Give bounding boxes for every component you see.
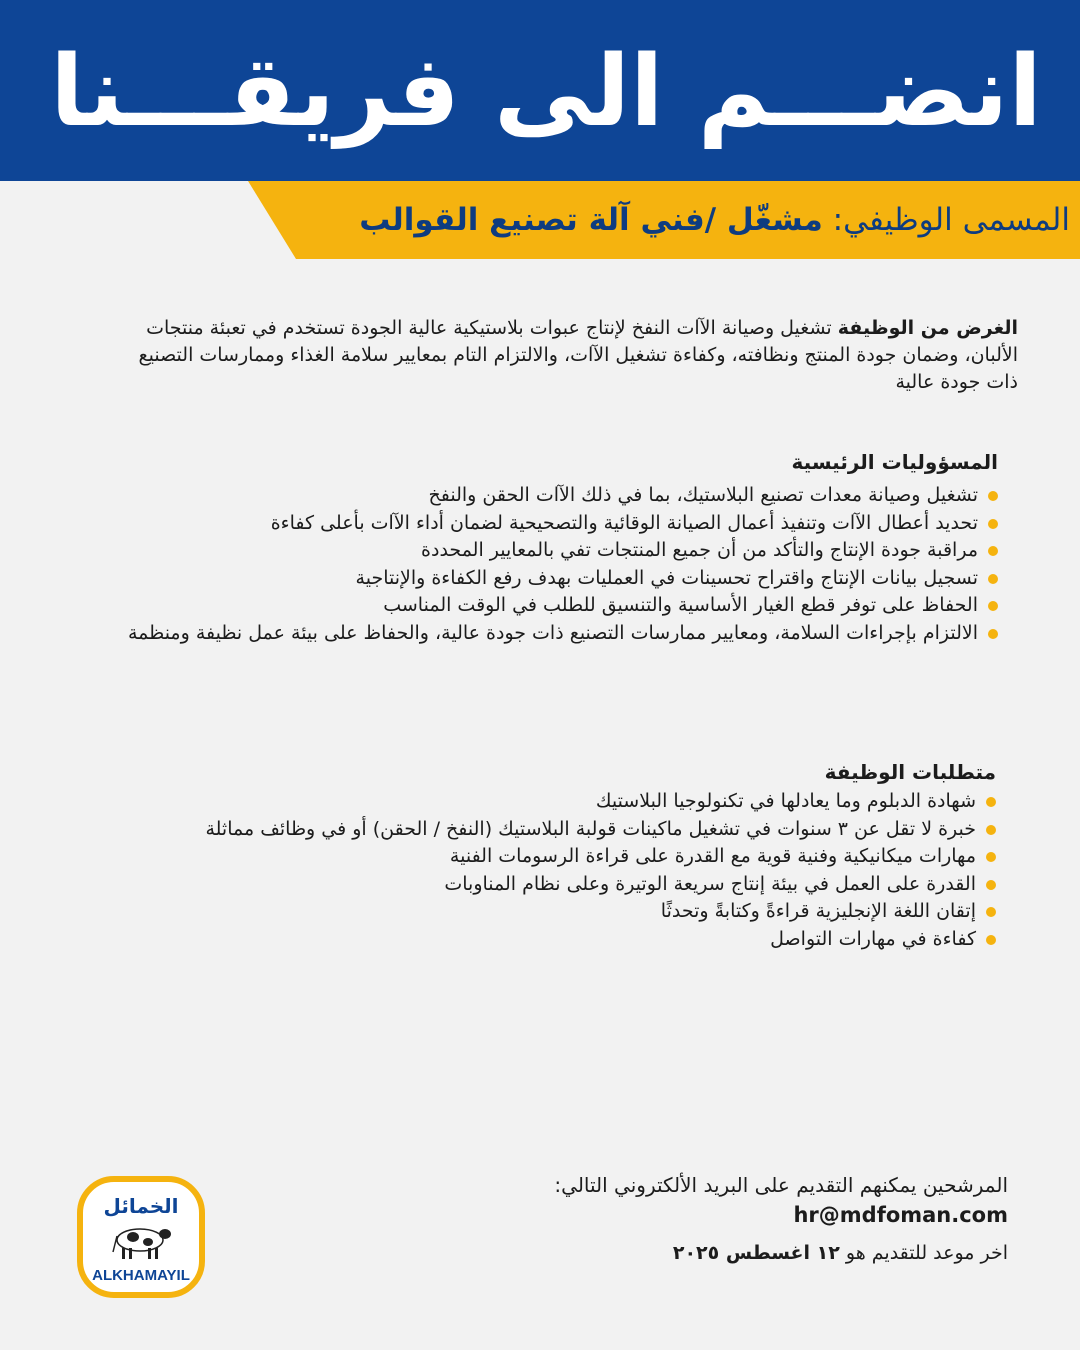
- bullet-icon: [988, 546, 998, 556]
- application-email[interactable]: hr@mdfoman.com: [793, 1203, 1008, 1227]
- list-item: مراقبة جودة الإنتاج والتأكد من أن جميع المنتجات تفي بالمعايير المحددة: [78, 537, 998, 565]
- requirements-heading: متطلبات الوظيفة: [824, 760, 996, 784]
- job-title-band: [0, 181, 1080, 259]
- bullet-icon: [988, 574, 998, 584]
- list-item: الالتزام بإجراءات السلامة، ومعايير ممارسات التصنيع ذات جودة عالية، والحفاظ على بيئة عمل نظيفة ومنظمة: [78, 620, 998, 648]
- list-item: مهارات ميكانيكية وفنية قوية مع القدرة على قراءة الرسومات الفنية: [76, 843, 996, 871]
- list-item: القدرة على العمل في بيئة إنتاج سريعة الوتيرة وعلى نظام المناوبات: [76, 871, 996, 899]
- list-item: شهادة الدبلوم وما يعادلها في تكنولوجيا البلاستيك: [76, 788, 996, 816]
- application-deadline: [368, 1238, 1008, 1268]
- bullet-icon: [988, 629, 998, 639]
- bullet-icon: [986, 852, 996, 862]
- deadline-label: اخر موعد للتقديم هو: [845, 1242, 1008, 1264]
- job-title-value: مشغّل /فني آلة تصنيع القوالب: [359, 202, 823, 238]
- application-instructions: المرشحين يمكنهم التقديم على البريد الألكتروني التالي:: [554, 1173, 1008, 1197]
- bullet-icon: [988, 519, 998, 529]
- bullet-icon: [986, 880, 996, 890]
- logo-mark: [77, 1176, 205, 1298]
- list-item: تشغيل وصيانة معدات تصنيع البلاستيك، بما في ذلك الآات الحقن والنفخ: [78, 482, 998, 510]
- logo-english-text: ALKHAMAYIL: [92, 1267, 190, 1284]
- bullet-icon: [988, 601, 998, 611]
- requirements-list: [76, 788, 996, 953]
- job-purpose-text: تشغيل وصيانة الآات النفخ لإنتاج عبوات بلاستيكية عالية الجودة تستخدم في تعبئة منتجات الألبان، وضمان جودة المنتج ونظافته، وكفاءة تشغيل الآات، والالتزام التام بمعايير سلامة الغذاء وممارسات التصنيع ذات جودة عالية: [138, 317, 1018, 393]
- bullet-icon: [986, 907, 996, 917]
- bullet-icon: [986, 935, 996, 945]
- responsibilities-heading: المسؤوليات الرئيسية: [791, 450, 998, 474]
- bullet-icon: [986, 797, 996, 807]
- deadline-date: ١٢ اغسطس ٢٠٢٥: [672, 1242, 840, 1264]
- list-item: تحديد أعطال الآات وتنفيذ أعمال الصيانة الوقائية والتصحيحية لضمان أداء الآات بأعلى كفاءة: [78, 510, 998, 538]
- company-logo: [77, 1176, 205, 1298]
- page-title: انضـــم الى فريقـــنا: [50, 35, 1042, 149]
- logo-arabic-text: الخمائل: [103, 1194, 179, 1218]
- responsibilities-list: [78, 482, 998, 647]
- bullet-icon: [988, 491, 998, 501]
- list-item: إتقان اللغة الإنجليزية قراءةً وكتابةً وتحدثًا: [76, 898, 996, 926]
- application-info: [368, 1170, 1008, 1268]
- list-item: تسجيل بيانات الإنتاج واقتراح تحسينات في العمليات بهدف رفع الكفاءة والإنتاجية: [78, 565, 998, 593]
- list-item: الحفاظ على توفر قطع الغيار الأساسية والتنسيق للطلب في الوقت المناسب: [78, 592, 998, 620]
- job-title-label: المسمى الوظيفي:: [832, 202, 1070, 238]
- list-item: خبرة لا تقل عن ٣ سنوات في تشغيل ماكينات قولبة البلاستيك (النفخ / الحقن) أو في وظائف مماثلة: [76, 816, 996, 844]
- bullet-icon: [986, 825, 996, 835]
- job-title: [359, 181, 1070, 259]
- job-purpose-lead: الغرض من الوظيفة: [837, 317, 1018, 339]
- list-item: كفاءة في مهارات التواصل: [76, 926, 996, 954]
- job-purpose: [128, 315, 1018, 396]
- header-banner: [0, 0, 1080, 181]
